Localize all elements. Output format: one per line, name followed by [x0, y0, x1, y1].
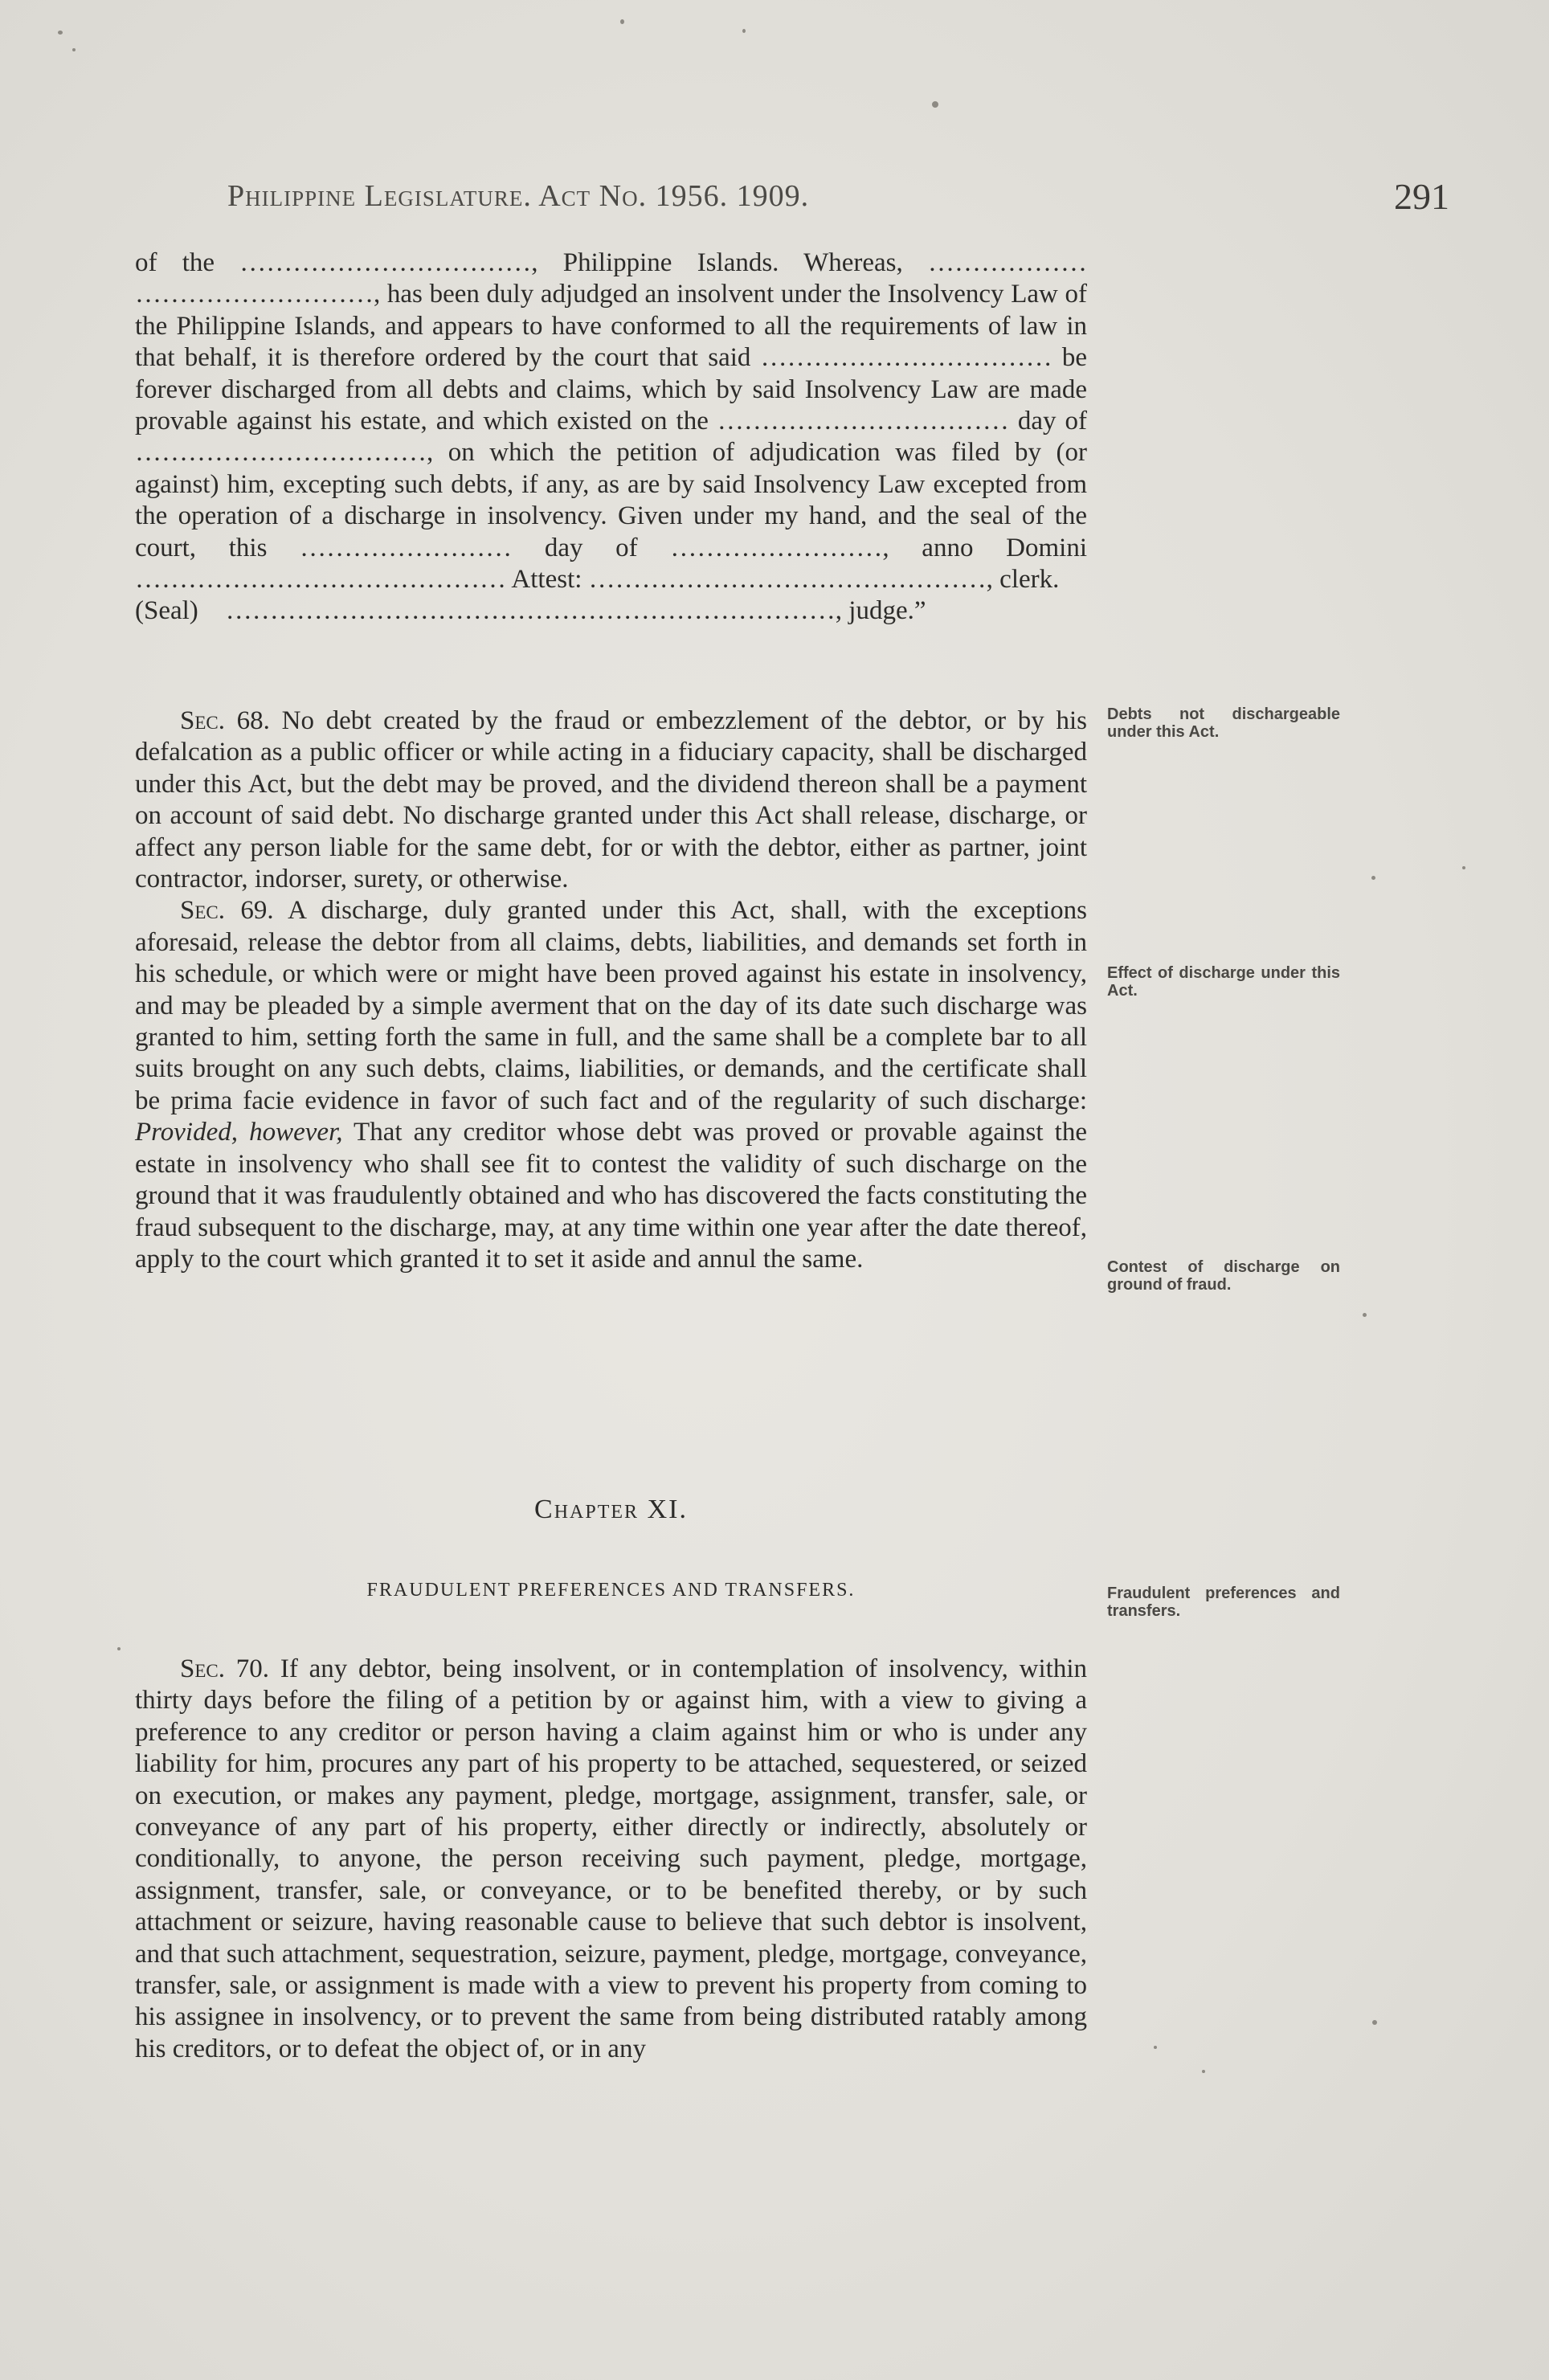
- scan-speck: [932, 101, 938, 108]
- certificate-form-text: [135, 247, 1087, 628]
- section-text-continued: That any creditor whose debt was proved or provable against the estate in insolvency who shall see fit to contest the validity of such discharge on the ground that it was fraudulently obtained and who has discovered the facts constituting the fraud subsequent to the discharge, may, at any time within one year after the date thereof, apply to the court which granted it to set it aside and annul the same.: [135, 1118, 1087, 1274]
- scan-speck: [1462, 866, 1465, 869]
- section-text: A discharge, duly granted under this Act, shall, with the exceptions aforesaid, release the debtor from all claims, debts, liabilities, and demands set forth in his schedule, or which were or might have been proved against his estate in insolvency, and may be pleaded by a simple averment that on the day of its date such discharge was granted to him, setting forth the same in full, and the same shall be a complete bar to all suits brought on any such debts, claims, liabilities, or demands, and the certificate shall be prima facie evidence in favor of such fact and of the regularity of such discharge:: [135, 896, 1087, 1115]
- scan-speck: [1363, 1313, 1367, 1317]
- scan-speck: [1154, 2046, 1157, 2049]
- section-number: Sec. 69.: [180, 896, 274, 926]
- margin-note-contest-of-discharge: Contest of discharge on ground of fraud.: [1107, 1258, 1340, 1294]
- running-head: Philippine Legislature. Act No. 1956. 1909.: [227, 179, 810, 213]
- sections-68-69: [135, 705, 1087, 1275]
- scan-speck: [1372, 2020, 1377, 2025]
- seal-line: [135, 595, 1087, 627]
- seal-label: (Seal): [135, 596, 198, 626]
- scan-speck: [620, 19, 624, 24]
- section-69: [135, 895, 1087, 1275]
- scan-speck: [1202, 2070, 1205, 2073]
- section-text: No debt created by the fraud or embezzlement of the debtor, or by his defalcation as a public officer or while acting in a fiduciary capacity, shall be discharged under this Act, but the debt may be proved, and the dividend thereon shall be a payment on account of said debt. No discharge granted under this Act shall release, discharge, or affect any person liable for the same debt, for or with the debtor, either as partner, joint contractor, indorser, surety, or otherwise.: [135, 706, 1087, 894]
- margin-note-fraudulent-preferences: Fraudulent preferences and transfers.: [1107, 1585, 1340, 1620]
- scan-speck: [742, 29, 746, 33]
- margin-note-debts-not-dischargeable: Debts not dischargeable under this Act.: [1107, 705, 1340, 741]
- section-68: [135, 705, 1087, 895]
- scan-speck: [117, 1647, 121, 1650]
- judge-signature-line: ……………………………………………………………, judge.”: [225, 596, 926, 626]
- chapter-title: Chapter XI.: [534, 1495, 688, 1524]
- scan-speck: [58, 31, 63, 35]
- section-70: [135, 1654, 1087, 2065]
- scan-speck: [1371, 876, 1375, 880]
- section-number: Sec. 68.: [180, 706, 270, 735]
- section-70-block: [135, 1654, 1087, 2065]
- margin-note-effect-of-discharge: Effect of discharge under this Act.: [1107, 964, 1340, 1000]
- scan-speck: [72, 48, 76, 51]
- chapter-subtitle: FRAUDULENT PREFERENCES AND TRANSFERS.: [366, 1580, 856, 1601]
- page-number: 291: [1394, 176, 1449, 217]
- certificate-paragraph: of the ……………………………, Philippine Islands. Whereas, ……………… ………………………, has been duly adjudged an insolvent under the Insolvency Law of the Philippine Islands, and appears to have conformed to all the requirements of law in that behalf, it is therefore ordered by the court that said …………………………… be forever discharged from all debts and claims, which by said Insolvency Law are made provable against his estate, and which existed on the …………………………… day of ……………………………, on which the petition of adjudication was filed by (or against) him, excepting such debts, if any, as are by said Insolvency Law excepted from the operation of a discharge in insolvency. Given under my hand, and the seal of the court, this …………………… day of ……………………, anno Domini …………………………………… Attest: ………………………………………, clerk.: [135, 248, 1087, 595]
- proviso-italic: Provided, however,: [135, 1118, 343, 1147]
- section-text: If any debtor, being insolvent, or in contemplation of insolvency, within thirty days before the filing of a petition by or against him, with a view to giving a preference to any creditor or person having a claim against him or who is under any liability for him, procures any part of his property to be attached, sequestered, or seized on execution, or makes any payment, pledge, mortgage, assignment, transfer, sale, or conveyance of any part of his property, either directly or indirectly, absolutely or conditionally, to anyone, the person receiving such payment, pledge, mortgage, assignment, transfer, sale, or conveyance, or to be benefited thereby, or by such attachment or seizure, having reasonable cause to believe that such debtor is insolvent, and that such attachment, sequestration, seizure, payment, pledge, mortgage, conveyance, transfer, sale, or assignment is made with a view to prevent his property from coming to his assignee in insolvency, or to prevent the same from being distributed ratably among his creditors, or to defeat the object of, or in any: [135, 1654, 1087, 2063]
- section-number: Sec. 70.: [180, 1654, 270, 1683]
